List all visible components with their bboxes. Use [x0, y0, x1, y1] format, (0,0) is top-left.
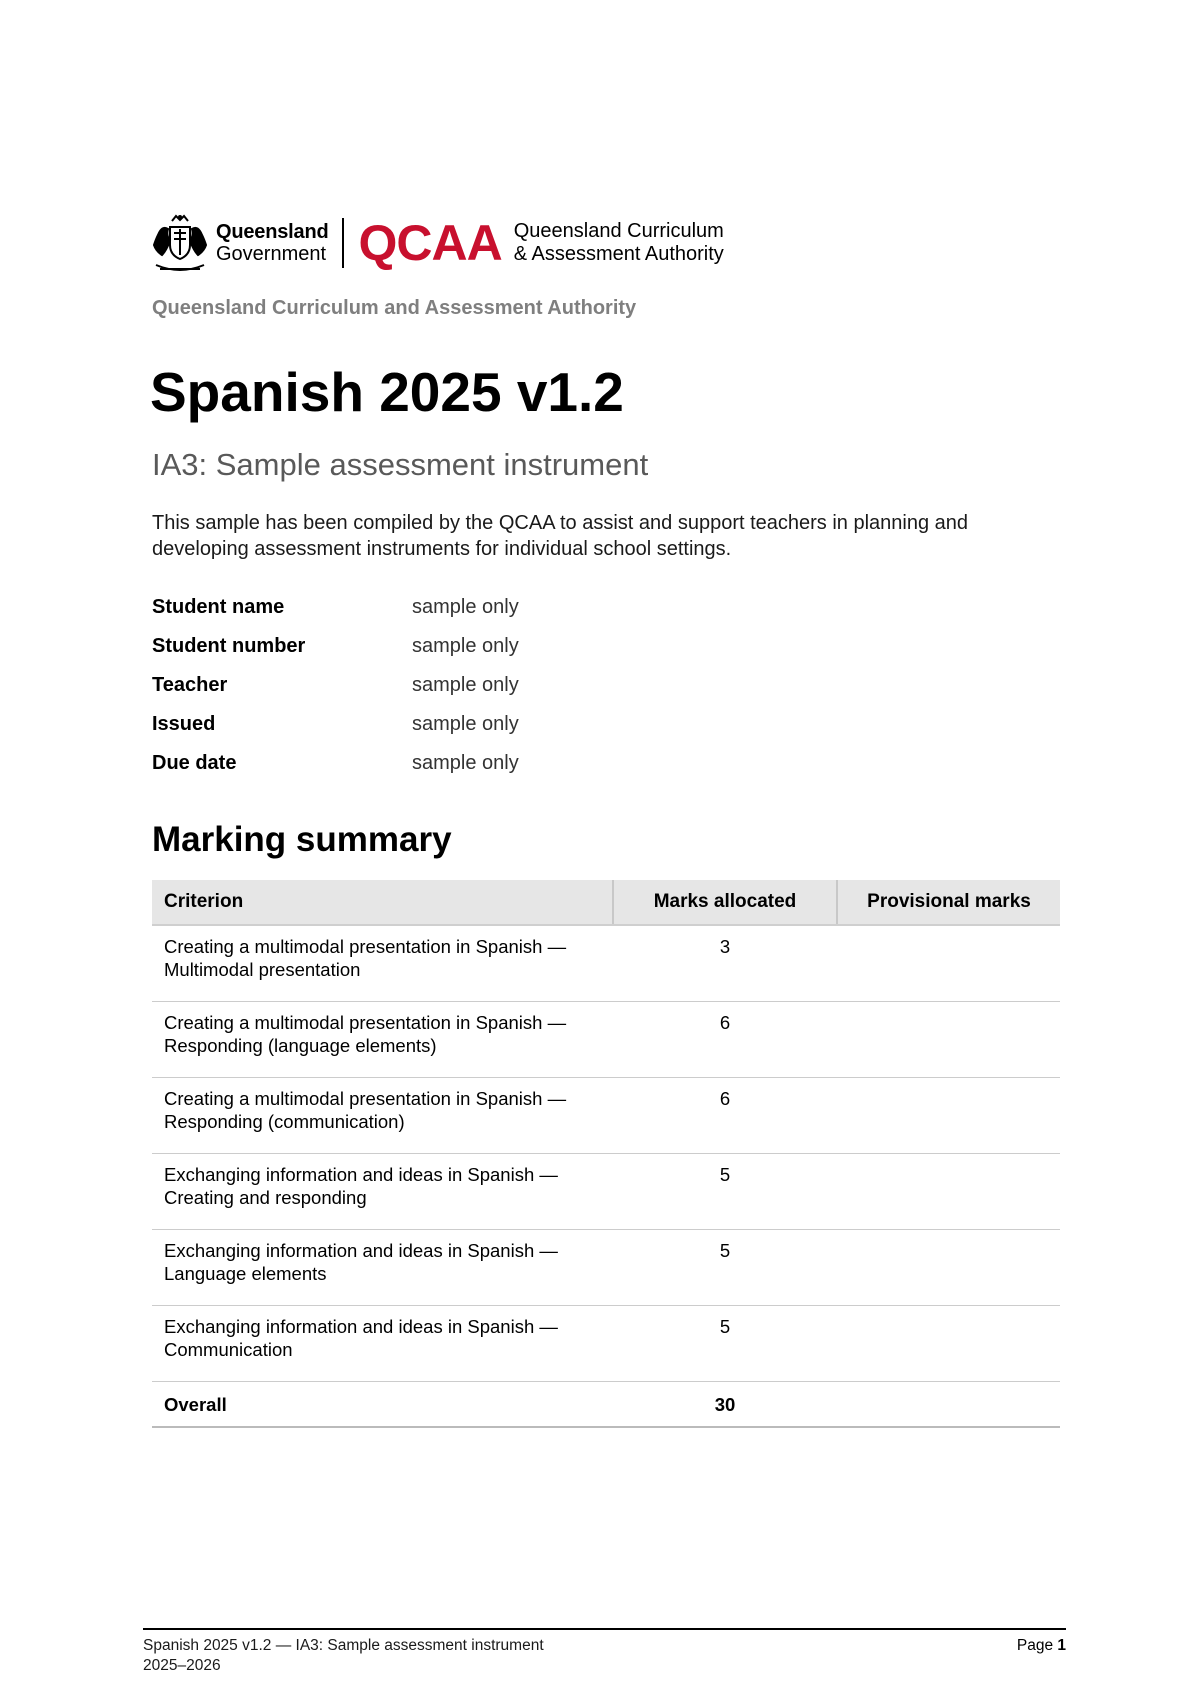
overall-row — [152, 1382, 1060, 1428]
qcaa-line2: & Assessment Authority — [513, 243, 724, 265]
footer-rule — [143, 1628, 1066, 1630]
overall-marks: 30 — [613, 1382, 837, 1428]
criterion-line2: Responding (language elements) — [164, 1035, 437, 1056]
footer-document-info — [143, 1636, 544, 1676]
criterion-line1: Exchanging information and ideas in Spanish — — [164, 1164, 558, 1185]
marks-allocated-cell: 5 — [613, 1230, 837, 1306]
table-row — [152, 1154, 1060, 1230]
detail-label: Student number — [152, 635, 306, 657]
queensland-coat-of-arms-icon — [152, 213, 208, 273]
marks-allocated-cell: 6 — [613, 1002, 837, 1078]
criterion-cell — [152, 1230, 613, 1306]
criterion-line2: Creating and responding — [164, 1187, 367, 1208]
detail-value: sample only — [412, 596, 519, 618]
qcaa-line1: Queensland Curriculum — [513, 220, 724, 242]
criterion-line2: Responding (communication) — [164, 1111, 405, 1132]
criterion-line2: Communication — [164, 1339, 293, 1360]
table-header-row — [152, 880, 1060, 925]
qgov-line1: Queensland — [216, 221, 329, 243]
criterion-line1: Creating a multimodal presentation in Spanish — — [164, 936, 567, 957]
organisation-name: Queensland Curriculum and Assessment Authority — [152, 297, 637, 319]
detail-row-issued — [152, 705, 852, 744]
criterion-line1: Exchanging information and ideas in Spanish — — [164, 1316, 558, 1337]
detail-value: sample only — [412, 713, 519, 735]
intro-paragraph: This sample has been compiled by the QCAA to assist and support teachers in planning and developing assessment instruments for individual school settings. — [152, 512, 969, 560]
marks-allocated-cell: 5 — [613, 1306, 837, 1382]
provisional-marks-cell — [837, 925, 1060, 1002]
criterion-cell — [152, 925, 613, 1002]
criterion-line2: Language elements — [164, 1263, 327, 1284]
logo-divider — [342, 218, 344, 268]
overall-label: Overall — [152, 1382, 613, 1428]
table-row — [152, 1230, 1060, 1306]
footer-line2: 2025–2026 — [143, 1657, 221, 1674]
criterion-line1: Creating a multimodal presentation in Spanish — — [164, 1012, 567, 1033]
criterion-line1: Exchanging information and ideas in Spanish — — [164, 1240, 558, 1261]
qcaa-logo-mark: QCAA — [358, 215, 502, 271]
criterion-cell — [152, 1002, 613, 1078]
table-row — [152, 1078, 1060, 1154]
provisional-marks-cell — [837, 1002, 1060, 1078]
qgov-line2: Government — [216, 243, 327, 265]
marks-allocated-cell: 5 — [613, 1154, 837, 1230]
page-number: 1 — [1057, 1637, 1066, 1654]
column-header-provisional-marks: Provisional marks — [837, 880, 1060, 925]
detail-label: Teacher — [152, 674, 228, 696]
criterion-line1: Creating a multimodal presentation in Spanish — — [164, 1088, 567, 1109]
criterion-cell — [152, 1306, 613, 1382]
footer-line1: Spanish 2025 v1.2 — IA3: Sample assessment instrument — [143, 1637, 544, 1654]
criterion-cell — [152, 1154, 613, 1230]
detail-row-due-date — [152, 744, 852, 783]
marks-allocated-cell: 6 — [613, 1078, 837, 1154]
provisional-marks-cell — [837, 1230, 1060, 1306]
criterion-cell — [152, 1078, 613, 1154]
marks-allocated-cell: 3 — [613, 925, 837, 1002]
column-header-marks-allocated: Marks allocated — [613, 880, 837, 925]
detail-value: sample only — [412, 674, 519, 696]
qld-government-wordmark — [216, 221, 328, 265]
document-subtitle: IA3: Sample assessment instrument — [152, 447, 649, 482]
table-row — [152, 925, 1060, 1002]
footer-page-number — [1017, 1636, 1066, 1656]
detail-row-student-number — [152, 627, 852, 666]
qcaa-wordmark — [514, 220, 724, 266]
provisional-marks-cell — [837, 1078, 1060, 1154]
detail-row-student-name — [152, 588, 852, 627]
provisional-marks-cell — [837, 1306, 1060, 1382]
detail-value: sample only — [412, 752, 519, 774]
marking-summary-table — [152, 880, 1060, 1428]
table-row — [152, 1002, 1060, 1078]
detail-value: sample only — [412, 635, 519, 657]
marking-summary-heading: Marking summary — [152, 820, 452, 859]
table-row — [152, 1306, 1060, 1382]
detail-label: Issued — [152, 713, 216, 735]
overall-provisional-cell — [837, 1382, 1060, 1428]
provisional-marks-cell — [837, 1154, 1060, 1230]
column-header-criterion: Criterion — [152, 880, 613, 925]
header-logos — [152, 212, 724, 274]
document-title: Spanish 2025 v1.2 — [150, 361, 624, 423]
detail-label: Due date — [152, 752, 237, 774]
detail-row-teacher — [152, 666, 852, 705]
student-details-table — [152, 588, 852, 783]
detail-label: Student name — [152, 596, 285, 618]
page-label: Page — [1016, 1637, 1058, 1654]
criterion-line2: Multimodal presentation — [164, 959, 361, 980]
